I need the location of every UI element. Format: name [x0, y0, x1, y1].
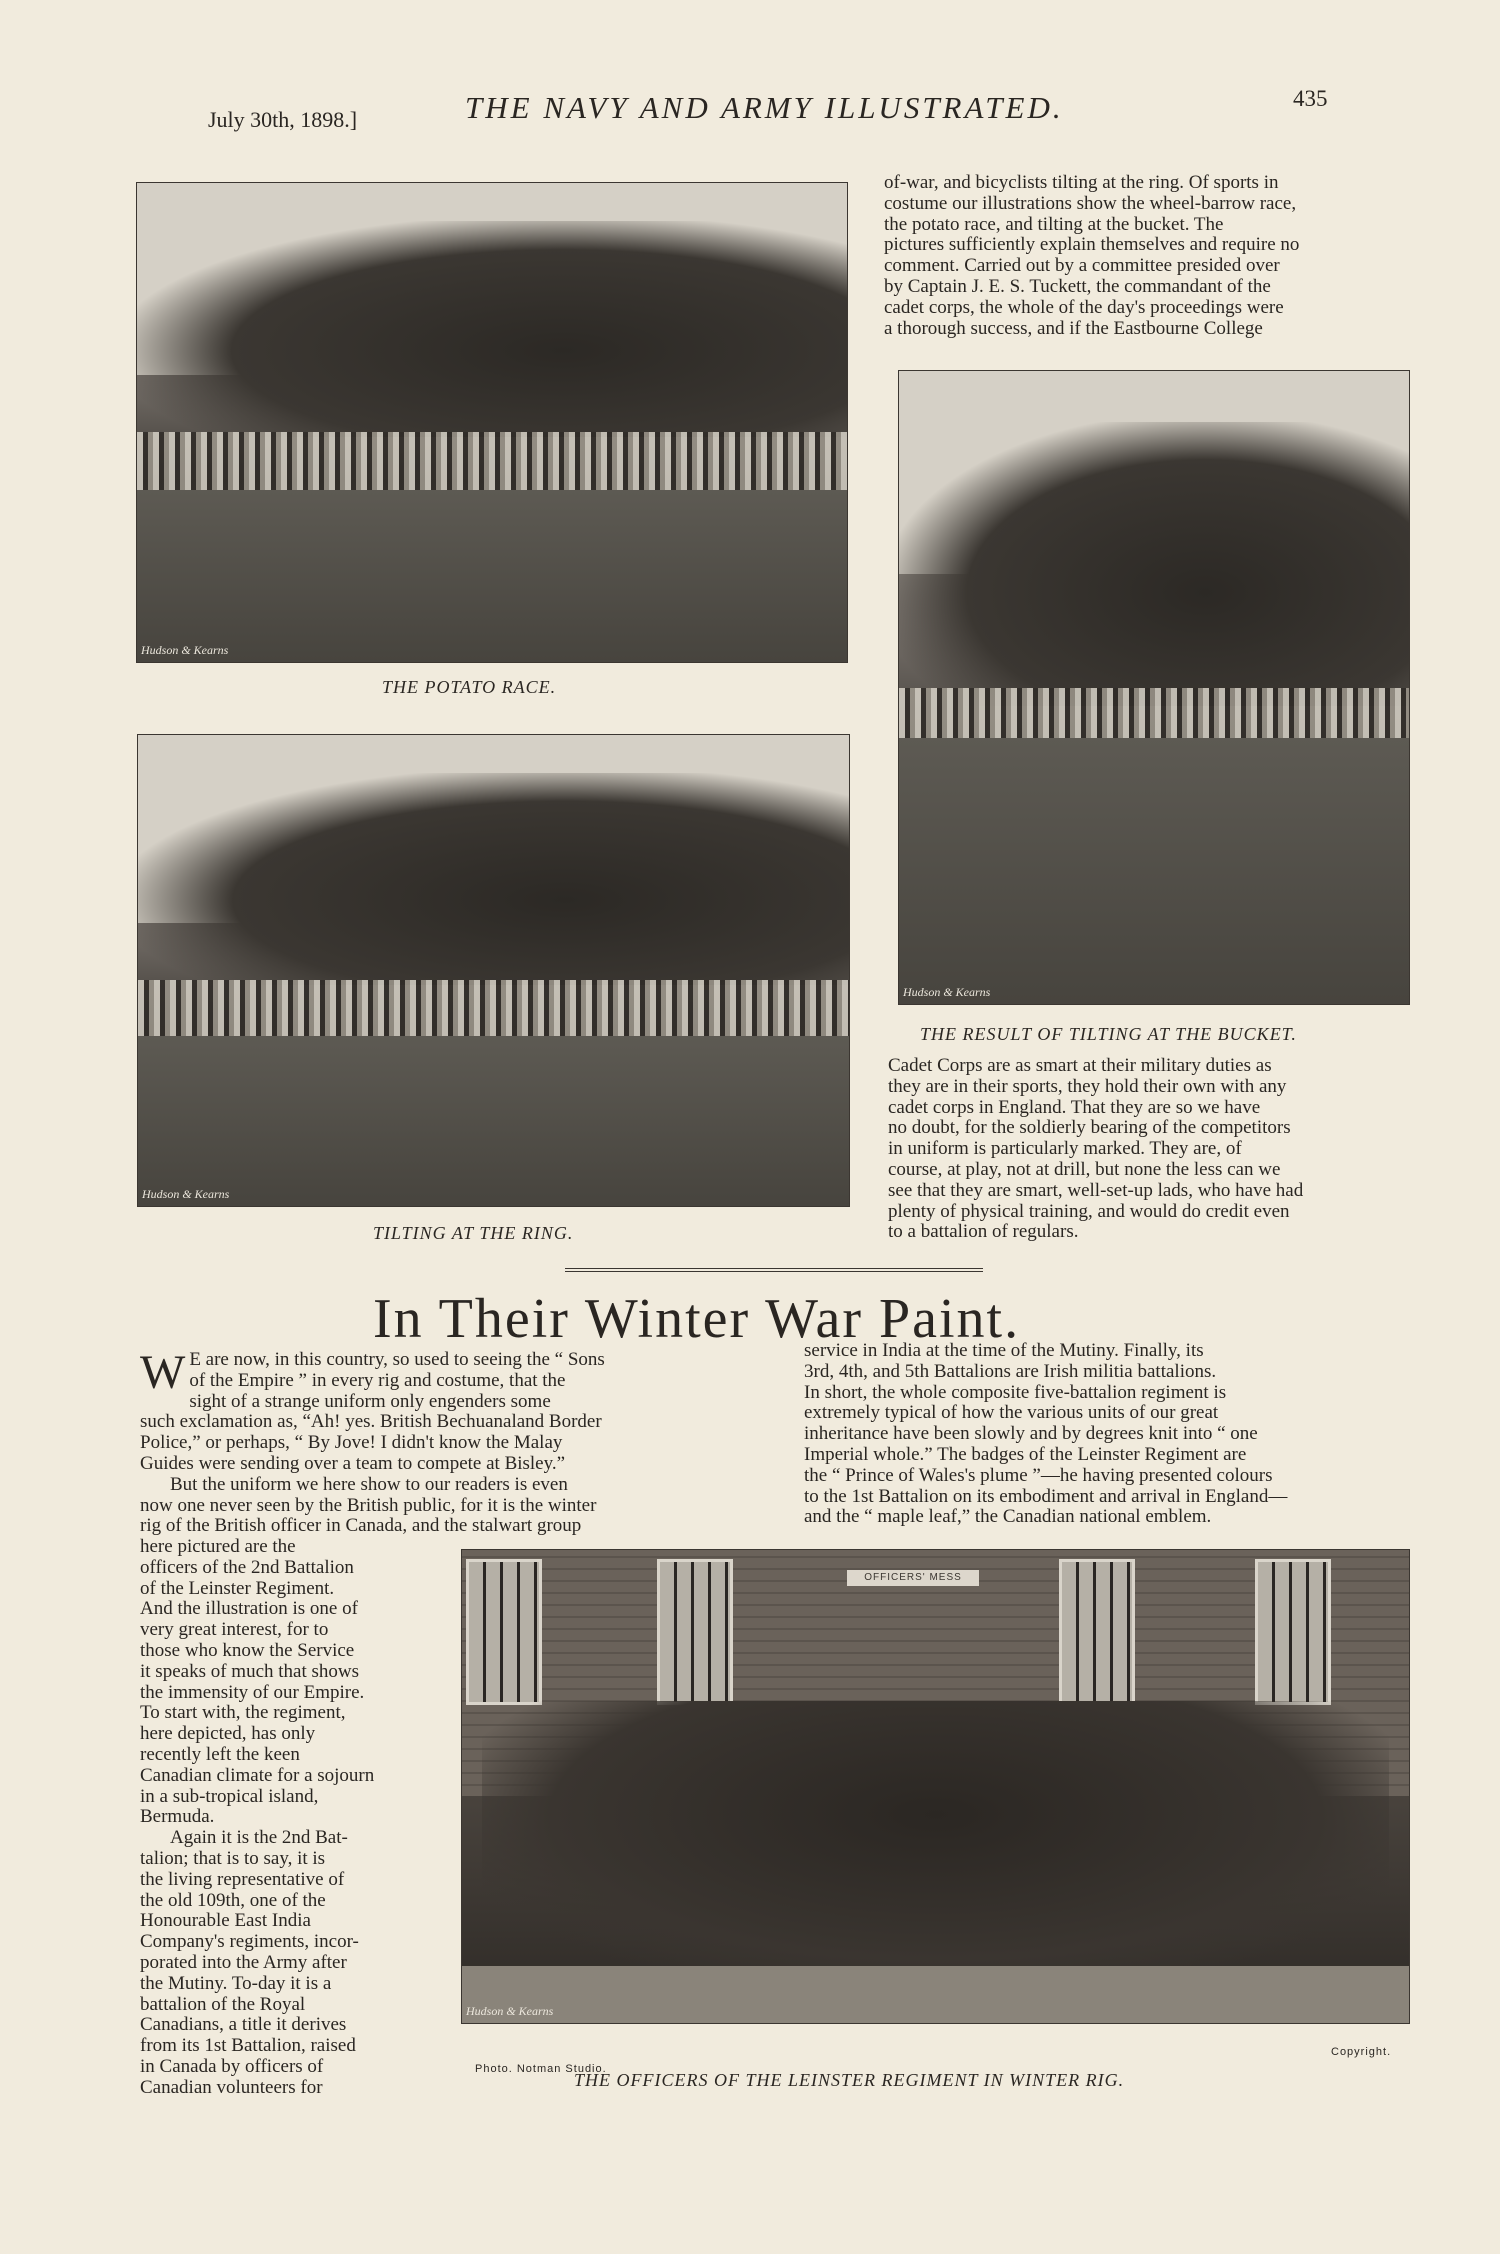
text-line: Police,” or perhaps, “ By Jove! I didn't know the Malay	[140, 1432, 563, 1454]
photo-watermark: Hudson & Kearns	[142, 1187, 230, 1201]
text-line: rig of the British officer in Canada, and the stalwart group	[140, 1515, 582, 1537]
article-left-column-top	[140, 1346, 740, 1537]
text-line: here pictured are the	[140, 1536, 296, 1557]
text-line: see that they are smart, well-set-up lads, who have had	[888, 1179, 1304, 1201]
text-line: it speaks of much that shows	[140, 1660, 360, 1682]
text-line: of-war, and bicyclists tilting at the ring. Of sports in	[884, 172, 1279, 193]
text-line: talion; that is to say, it is	[140, 1847, 326, 1869]
text-line: battalion of the Royal	[140, 1993, 306, 2015]
tilting-bucket-caption: THE RESULT OF TILTING AT THE BUCKET.	[920, 1024, 1297, 1044]
text-line: Honourable East India	[140, 1910, 311, 1932]
potato-race-caption: THE POTATO RACE.	[382, 677, 557, 697]
drop-cap: W	[140, 1346, 186, 1399]
text-line: here depicted, has only	[140, 1723, 316, 1745]
text-line: pictures sufficiently explain themselves and require no	[884, 234, 1300, 256]
article-headline: In Their Winter War Paint.	[373, 1288, 1021, 1350]
text-line: from its 1st Battalion, raised	[140, 2035, 356, 2057]
text-line: porated into the Army after	[140, 1951, 347, 1973]
text-line: to the 1st Battalion on its embodiment and arrival in England—	[804, 1485, 1288, 1507]
text-line: no doubt, for the soldierly bearing of the competitors	[888, 1117, 1291, 1139]
text-line: Imperial whole.” The badges of the Leinster Regiment are	[804, 1443, 1247, 1465]
text-line: To start with, the regiment,	[140, 1702, 346, 1724]
photo-credit: Photo. Notman Studio.	[475, 2063, 607, 2075]
text-line: the potato race, and tilting at the bucket. The	[884, 213, 1224, 235]
tilting-ring-caption: TILTING AT THE RING.	[373, 1223, 574, 1243]
text-line: they are in their sports, they hold their own with any	[888, 1075, 1287, 1097]
text-line: by Captain J. E. S. Tuckett, the commandant of the	[884, 275, 1271, 297]
text-line: inheritance have been slowly and by degrees knit into “ one	[804, 1423, 1258, 1445]
tilting-ring-photo	[137, 734, 850, 1207]
photo-watermark: Hudson & Kearns	[141, 643, 229, 657]
text-line: in Canada by officers of	[140, 2055, 324, 2077]
article-left-column-narrow	[140, 1537, 428, 2099]
top-right-text-column	[884, 173, 1408, 339]
text-line: Cadet Corps are as smart at their military duties as	[888, 1055, 1272, 1076]
tilting-bucket-photo	[898, 370, 1410, 1005]
article-right-column	[804, 1341, 1408, 1528]
text-line: And the illustration is one of	[140, 1598, 358, 1620]
text-line: recently left the keen	[140, 1743, 300, 1765]
text-line: Company's regiments, incor-	[140, 1931, 359, 1953]
text-line: very great interest, for to	[140, 1619, 329, 1641]
headline-rule	[565, 1268, 983, 1272]
text-line: Again it is the 2nd Bat-	[170, 1827, 348, 1849]
text-line: such exclamation as, “Ah! yes. British Bechuanaland Border	[140, 1411, 602, 1433]
text-line: and the “ maple leaf,” the Canadian national emblem.	[804, 1506, 1212, 1528]
text-line: in a sub-tropical island,	[140, 1785, 319, 1807]
text-line: now one never seen by the British public, for it is the winter	[140, 1494, 597, 1516]
text-line: course, at play, not at drill, but none the less can we	[888, 1158, 1281, 1180]
text-line: the living representative of	[140, 1868, 345, 1890]
text-line: in uniform is particularly marked. They are, of	[888, 1138, 1242, 1160]
photo-watermark: Hudson & Kearns	[903, 985, 991, 999]
text-line: E are now, in this country, so used to seeing the “ Sons	[189, 1349, 605, 1370]
text-line: Canadians, a title it derives	[140, 2014, 347, 2036]
text-line: cadet corps in England. That they are so we have	[888, 1096, 1261, 1118]
page-number: 435	[1293, 86, 1328, 111]
officers-mess-sign: OFFICERS' MESS	[847, 1570, 979, 1586]
text-line: Canadian volunteers for	[140, 2076, 323, 2098]
mid-right-text-column	[888, 1056, 1406, 1243]
text-line: Guides were sending over a team to compete at Bisley.”	[140, 1452, 566, 1474]
issue-date: July 30th, 1898.]	[208, 107, 358, 132]
text-line: sight of a strange uniform only engenders some	[189, 1390, 551, 1412]
text-line: 3rd, 4th, and 5th Battalions are Irish militia battalions.	[804, 1360, 1217, 1382]
text-line: In short, the whole composite five-battalion regiment is	[804, 1381, 1227, 1403]
publication-title: THE NAVY AND ARMY ILLUSTRATED.	[465, 90, 1064, 125]
text-line: extremely typical of how the various units of our great	[804, 1402, 1219, 1424]
photo-watermark: Hudson & Kearns	[466, 2004, 554, 2018]
text-line: cadet corps, the whole of the day's proceedings were	[884, 296, 1284, 318]
text-line: those who know the Service	[140, 1639, 355, 1661]
text-line: of the Empire ” in every rig and costume, that the	[189, 1369, 566, 1391]
potato-race-photo	[136, 182, 848, 663]
text-line: costume our illustrations show the wheel-barrow race,	[884, 192, 1297, 214]
text-line: the Mutiny. To-day it is a	[140, 1972, 332, 1994]
text-line: service in India at the time of the Mutiny. Finally, its	[804, 1340, 1204, 1361]
text-line: comment. Carried out by a committee presided over	[884, 255, 1280, 277]
text-line: the “ Prince of Wales's plume ”—he having presented colours	[804, 1464, 1273, 1486]
text-line: But the uniform we here show to our readers is even	[170, 1473, 568, 1495]
officers-group-photo	[461, 1549, 1410, 2024]
text-line: Canadian climate for a sojourn	[140, 1764, 375, 1786]
text-line: a thorough success, and if the Eastbourne College	[884, 317, 1263, 339]
text-line: the old 109th, one of the	[140, 1889, 326, 1911]
text-line: officers of the 2nd Battalion	[140, 1556, 354, 1578]
text-line: Bermuda.	[140, 1806, 215, 1828]
text-line: the immensity of our Empire.	[140, 1681, 365, 1703]
officers-caption: THE OFFICERS OF THE LEINSTER REGIMENT IN WINTER RIG.	[574, 2070, 1125, 2090]
text-line: to a battalion of regulars.	[888, 1221, 1079, 1243]
text-line: of the Leinster Regiment.	[140, 1577, 335, 1599]
text-line: plenty of physical training, and would do credit even	[888, 1200, 1290, 1222]
copyright-notice: Copyright.	[1331, 2046, 1392, 2058]
